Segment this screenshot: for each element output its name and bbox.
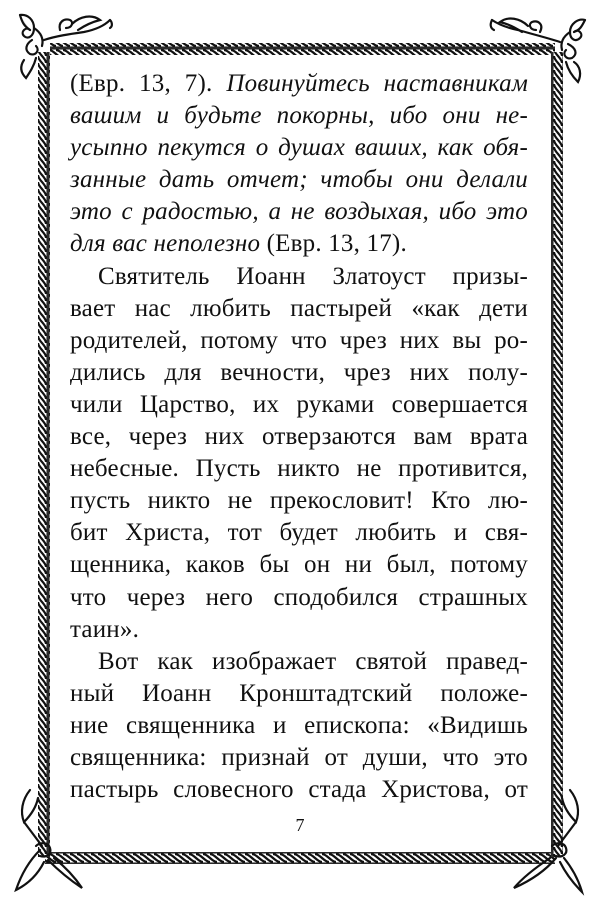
page-body-text	[70, 68, 528, 806]
text-line: усыпно пекутся о душах ваших, как обя-	[70, 134, 528, 162]
text-line: вает нас любить пастырей «как дети	[70, 294, 528, 322]
text-line: чили Царство, их руками совершается	[70, 390, 528, 418]
text-line: что через него сподобился страшных	[70, 583, 528, 611]
text-line: небесные. Пусть никто не противится,	[70, 455, 528, 483]
text-line: дились для вечности, чрез них полу-	[70, 358, 528, 386]
text-line: ный Иоанн Кронштадтский положе-	[70, 679, 528, 707]
text-line: щенника, каков бы он ни был, потому	[70, 551, 528, 579]
text-line: это с радостью, а не воздыхая, ибо это	[70, 198, 528, 226]
paragraph-1	[70, 68, 528, 261]
text-line: все, через них отверзаются вам врата	[70, 423, 528, 451]
text-line: Вот как изображает святой правед-	[98, 647, 528, 675]
rope-top	[50, 43, 555, 55]
rope-right	[551, 52, 563, 857]
page-number: 7	[295, 815, 305, 835]
text-line: для вас неполезно (Евр. 13, 17).	[70, 230, 407, 258]
text-line: вашим и будьте покорны, ибо они не-	[70, 102, 528, 130]
text-line: таин».	[70, 615, 140, 643]
rope-left	[38, 52, 50, 857]
text-line: Святитель Иоанн Златоуст призы-	[98, 262, 528, 290]
paragraph-3	[70, 646, 528, 806]
text-line: пастырь словесного стада Христова, от	[70, 776, 528, 804]
text-line: занные дать отчет; чтобы они делали	[70, 166, 528, 194]
text-line: ние священника и епископа: «Видишь	[70, 711, 528, 739]
text-line: (Евр. 13, 7). Повинуйтесь наставникам	[70, 70, 529, 97]
paragraph-2	[70, 261, 528, 646]
text-line: родителей, потому что чрез них вы ро-	[70, 326, 528, 354]
rope-bottom	[45, 852, 555, 864]
text-line: священника: признай от души, что это	[70, 743, 528, 771]
text-line: пусть никто не прекословит! Кто лю-	[70, 487, 528, 515]
text-line: бит Христа, тот будет любить и свя-	[70, 519, 528, 547]
